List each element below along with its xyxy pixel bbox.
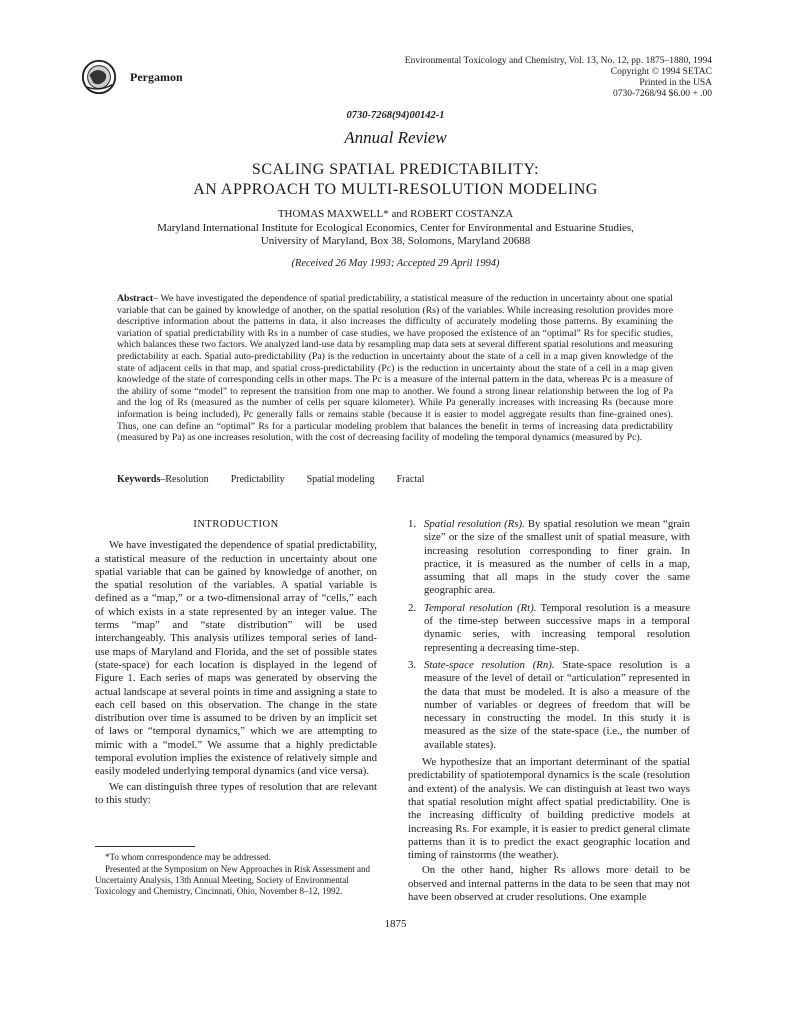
list-item: 3. State-space resolution (Rn). State-space resolution is a measure of the level of detail or “articulation” represented in the data that must be modeled. It is also a measure of the number of variables or degrees of freedom that will be necessary in constructing the model. In this study it is measured as the size of the state-space (i.e., the number of available states). [408, 658, 690, 751]
resolution-list [408, 518, 690, 752]
keyword: Spatial modeling [306, 474, 375, 485]
journal-line: Environmental Toxicology and Chemistry, Vol. 13, No. 12, pp. 1875–1880, 1994 [404, 56, 712, 66]
affiliation [0, 222, 791, 248]
introduction-heading: INTRODUCTION [193, 519, 279, 530]
affiliation-line: Maryland International Institute for Ecological Economics, Center for Environmental and Estuarine Studies, [157, 222, 634, 234]
footnote-divider [95, 846, 195, 847]
affiliation-line: University of Maryland, Box 38, Solomons, Maryland 20688 [260, 235, 531, 247]
keywords: Keywords–Resolution Predictability Spatial modeling Fractal [117, 474, 425, 485]
right-column [408, 518, 690, 904]
section-title: Annual Review [344, 128, 447, 147]
left-column [95, 518, 377, 807]
authors: THOMAS MAXWELL* and ROBERT COSTANZA [277, 208, 514, 220]
document-id: 0730-7268(94)00142-1 [346, 110, 445, 121]
keyword: Predictability [230, 474, 285, 485]
article-title [0, 160, 791, 200]
abstract-text: – We have investigated the dependence of spatial predictability, a statistical measure of the reduction in uncertainty about one spatial variable that can be gained by knowledge of another, on the spatial resolution (Rs) of the variables. While increasing resolution provides more descriptive information about the patterns in data, it also increases the difficulty of accurately modeling those patterns. By examining the variation of spatial predictability with Rs in a number of case studies, we have proposed the existence of an “optimal” Rs for specific studies, which balances these two factors. We analyzed land-use data by resampling map data sets at several different spatial resolutions and measuring predictability at each. Spatial auto-predictability (Pa) is the reduction in uncertainty about the state of a cell in a map given knowledge of the state of adjacent cells in that map, and spatial cross-predictability (Pc) is the reduction in uncertainty about the state of a cell in a map given knowledge of the state of corresponding cells in other maps. The Pc is a measure of the internal pattern in the data, whereas Pc is a measure of the ability of some “model” to represent the transition from one map to another. We found a strong linear relationship between the log of Pa and the log of Rs (measured as the number of cells per square kilometer). While Pa generally increases with increasing Rs (because more information is being included), Pc generally falls or remains stable (because it is easier to model aggregate results than fine-grained ones). Thus, one can define an “optimal” Rs for a particular modeling problem that balances the benefit in terms of increasing data predictability (measured by Pa) as one increases resolution, with the cost of decreasing facility of modeling the temporal dynamics (measured by Pc). [117, 293, 673, 444]
list-item: 1. Spatial resolution (Rs). By spatial resolution we mean “grain size” or the size of the smallest unit of spatial measure, with increasing resolution corresponding to finer grain. In practice, it is measured as the number of cells in a map, assuming that all maps in the study cover the same geographic area. [408, 518, 690, 597]
body-paragraph: We hypothesize that an important determinant of the spatial predictability of spatiotemporal dynamics is the scale (resolution and extent) of the analysis. We can distinguish at least two ways that spatial resolution might affect spatial predictability. One is the increasing difficulty of building predictive models at increasing Rs. For example, it is easier to predict general climate patterns than it is to predict the exact geographic location and timing of rainstorms (the weather). [408, 756, 690, 862]
journal-line: Printed in the USA [639, 78, 712, 88]
journal-line: Copyright © 1994 SETAC [610, 67, 712, 77]
body-paragraph: We have investigated the dependence of spatial predictability, a statistical measure of the reduction in uncertainty about one spatial variable that can be gained by knowledge of another, on the spatial resolution of the variables. A spatial variable is defined as a “map,” or a two-dimensional array of “cells,” each of which exists in a state represented by an integer value. The terms “map” and “state distribution” will be used interchangeably. This analysis utilizes temporal series of land-use maps of Maryland and Florida, and the set of possible states (state-space) for each location is displayed in the legend of Figure 1. Each series of maps was generated by observing the actual landscape at several points in time and assigning a state to each cell based on this observation. The change in the state distribution over time is assumed to be driven by an implicit set of laws or “temporal dynamics,” which we are attempting to mimic with a “model.” We assume that a highly predictable temporal evolution implies the existence of relatively simple and easily modeled underlying temporal dynamics (and vice versa). [95, 539, 377, 778]
page-header [80, 56, 712, 102]
list-item: 2. Temporal resolution (Rt). Temporal resolution is a measure of the time-step between successive maps in a temporal dynamic series, with increasing temporal resolution representing a decreasing time-step. [408, 601, 690, 654]
journal-line: 0730-7268/94 $6.00 + .00 [612, 89, 712, 99]
footnote: *To whom correspondence may be addressed. [105, 852, 271, 862]
abstract-label: Abstract [117, 293, 154, 304]
keywords-label: Keywords [117, 474, 161, 485]
publisher-name: Pergamon [130, 70, 183, 84]
keyword: Resolution [165, 474, 209, 485]
journal-citation [405, 56, 712, 100]
body-paragraph: On the other hand, higher Rs allows more detail to be observed and internal patterns in the data to be seen that may not have been observed at cruder resolutions. One example [408, 864, 690, 904]
abstract [117, 293, 673, 444]
body-paragraph: We can distinguish three types of resolution that are relevant to this study: [95, 780, 377, 806]
footnote: Presented at the Symposium on New Approaches in Risk Assessment and Uncertainty Analysis, 13th Annual Meeting, Society of Environmental Toxicology and Chemistry, Cincinnati, Ohio, November 8–12, 1992. [95, 864, 370, 896]
received-dates: (Received 26 May 1993; Accepted 29 April 1994) [291, 258, 500, 269]
footnotes [95, 852, 377, 898]
pergamon-logo-icon [80, 58, 118, 96]
title-line: AN APPROACH TO MULTI-RESOLUTION MODELING [193, 181, 598, 198]
title-line: SCALING SPATIAL PREDICTABILITY: [251, 161, 540, 178]
page-number: 1875 [384, 918, 407, 930]
keyword: Fractal [396, 474, 425, 485]
